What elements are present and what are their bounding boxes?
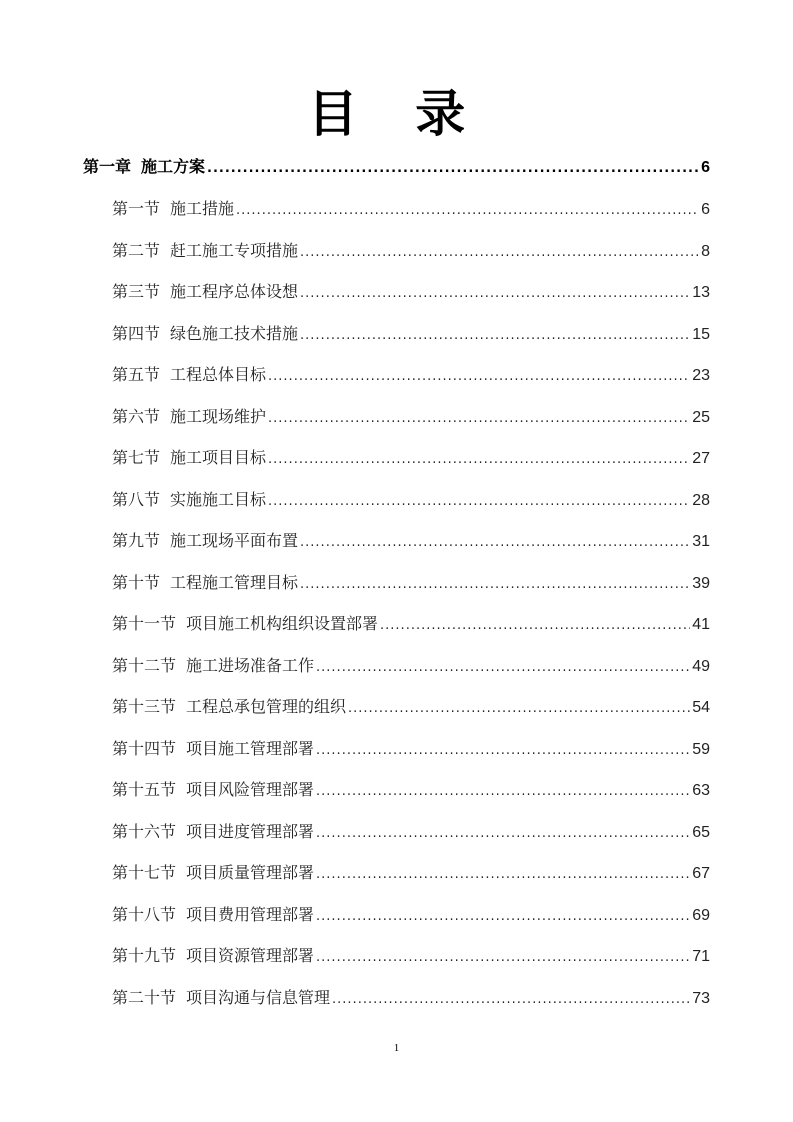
section-title: 项目进度管理部署 [186, 821, 315, 841]
section-page: 73 [692, 989, 710, 1007]
dot-leader [300, 532, 690, 554]
section-page: 39 [692, 574, 710, 592]
toc-section-entry[interactable] [112, 240, 710, 264]
section-page: 8 [701, 242, 710, 260]
section-title: 工程总承包管理的组织 [186, 697, 347, 716]
section-number: 第三节 [112, 282, 161, 301]
section-number: 第一节 [112, 199, 161, 218]
section-number: 第二节 [112, 240, 161, 260]
toc-section-entry[interactable] [112, 323, 710, 347]
section-page: 49 [692, 657, 710, 675]
toc-section-entry[interactable] [112, 655, 710, 679]
dot-leader [268, 408, 690, 430]
toc-title: 目 录 [307, 84, 486, 143]
section-title: 赶工施工专项措施 [170, 240, 299, 260]
section-page: 59 [692, 740, 710, 758]
toc-section-entry[interactable] [112, 364, 710, 388]
section-number: 第七节 [112, 448, 161, 467]
section-page: 31 [692, 533, 710, 550]
section-title: 施工程序总体设想 [170, 282, 299, 301]
toc-section-entry[interactable] [112, 904, 710, 928]
section-title: 绿色施工技术措施 [170, 323, 299, 343]
toc-section-entry[interactable] [112, 987, 710, 1011]
section-number: 第九节 [112, 531, 161, 550]
section-page: 71 [692, 948, 710, 965]
dot-leader [316, 740, 690, 762]
section-title: 项目质量管理部署 [186, 863, 315, 882]
section-title: 项目沟通与信息管理 [186, 987, 331, 1007]
toc-section-entry[interactable] [112, 530, 710, 554]
section-number: 第四节 [112, 323, 161, 343]
toc-section-entry[interactable] [112, 489, 710, 513]
section-title: 项目资源管理部署 [186, 946, 315, 965]
toc-chapter-entry[interactable] [83, 156, 710, 180]
dot-leader [268, 491, 690, 513]
dot-leader [300, 325, 690, 347]
section-title: 项目风险管理部署 [186, 780, 315, 799]
dot-leader [316, 906, 690, 928]
dot-leader [300, 574, 690, 596]
dot-leader [316, 947, 690, 969]
section-page: 15 [692, 325, 710, 343]
section-number: 第八节 [112, 489, 161, 509]
dot-leader [268, 449, 690, 471]
section-page: 13 [692, 284, 710, 301]
chapter-title: 施工方案 [141, 157, 206, 176]
section-page: 27 [692, 450, 710, 467]
section-title: 项目费用管理部署 [186, 904, 315, 924]
section-number: 第五节 [112, 365, 161, 384]
section-title: 项目施工机构组织设置部署 [186, 614, 379, 633]
toc-section-entry[interactable] [112, 198, 710, 222]
toc-section-entry[interactable] [112, 613, 710, 637]
section-page: 63 [692, 782, 710, 799]
chapter-number: 第一章 [83, 157, 132, 176]
toc-section-entry[interactable] [112, 862, 710, 886]
section-number: 第十九节 [112, 946, 177, 965]
section-title: 工程施工管理目标 [170, 572, 299, 592]
section-page: 65 [692, 823, 710, 841]
toc-section-entry[interactable] [112, 696, 710, 720]
section-title: 实施施工目标 [170, 489, 267, 509]
dot-leader [300, 283, 690, 305]
toc-section-entry[interactable] [112, 406, 710, 430]
dot-leader [236, 200, 699, 222]
section-number: 第十一节 [112, 614, 177, 633]
section-number: 第十八节 [112, 904, 177, 924]
section-number: 第十三节 [112, 697, 177, 716]
page-number: 1 [393, 1042, 400, 1054]
toc-section-entry[interactable] [112, 779, 710, 803]
section-page: 23 [692, 367, 710, 384]
dot-leader [316, 864, 690, 886]
dot-leader [316, 781, 690, 803]
toc-section-entry[interactable] [112, 447, 710, 471]
dot-leader [316, 657, 690, 679]
section-number: 第十七节 [112, 863, 177, 882]
section-page: 67 [692, 865, 710, 882]
dot-leader [316, 823, 690, 845]
toc-section-entry[interactable] [112, 738, 710, 762]
section-page: 25 [692, 408, 710, 426]
section-title: 施工现场维护 [170, 406, 267, 426]
section-title: 工程总体目标 [170, 365, 267, 384]
section-title: 项目施工管理部署 [186, 738, 315, 758]
toc-section-entry[interactable] [112, 281, 710, 305]
section-page: 69 [692, 906, 710, 924]
dot-leader [380, 615, 690, 637]
section-number: 第十六节 [112, 821, 177, 841]
section-page: 28 [692, 491, 710, 509]
section-title: 施工措施 [170, 199, 235, 218]
dot-leader [207, 158, 699, 180]
section-number: 第十节 [112, 572, 161, 592]
section-title: 施工进场准备工作 [186, 655, 315, 675]
toc-section-entry[interactable] [112, 945, 710, 969]
toc-section-entry[interactable] [112, 572, 710, 596]
section-page: 54 [692, 699, 710, 716]
section-page: 6 [701, 201, 710, 218]
dot-leader [348, 698, 690, 720]
dot-leader [332, 989, 690, 1011]
section-number: 第六节 [112, 406, 161, 426]
section-title: 施工项目目标 [170, 448, 267, 467]
dot-leader [300, 242, 699, 264]
section-page: 41 [692, 616, 710, 633]
section-number: 第十五节 [112, 780, 177, 799]
dot-leader [268, 366, 690, 388]
section-number: 第十四节 [112, 738, 177, 758]
section-number: 第二十节 [112, 987, 177, 1007]
section-title: 施工现场平面布置 [170, 531, 299, 550]
section-number: 第十二节 [112, 655, 177, 675]
toc-section-entry[interactable] [112, 821, 710, 845]
chapter-page: 6 [701, 159, 710, 176]
